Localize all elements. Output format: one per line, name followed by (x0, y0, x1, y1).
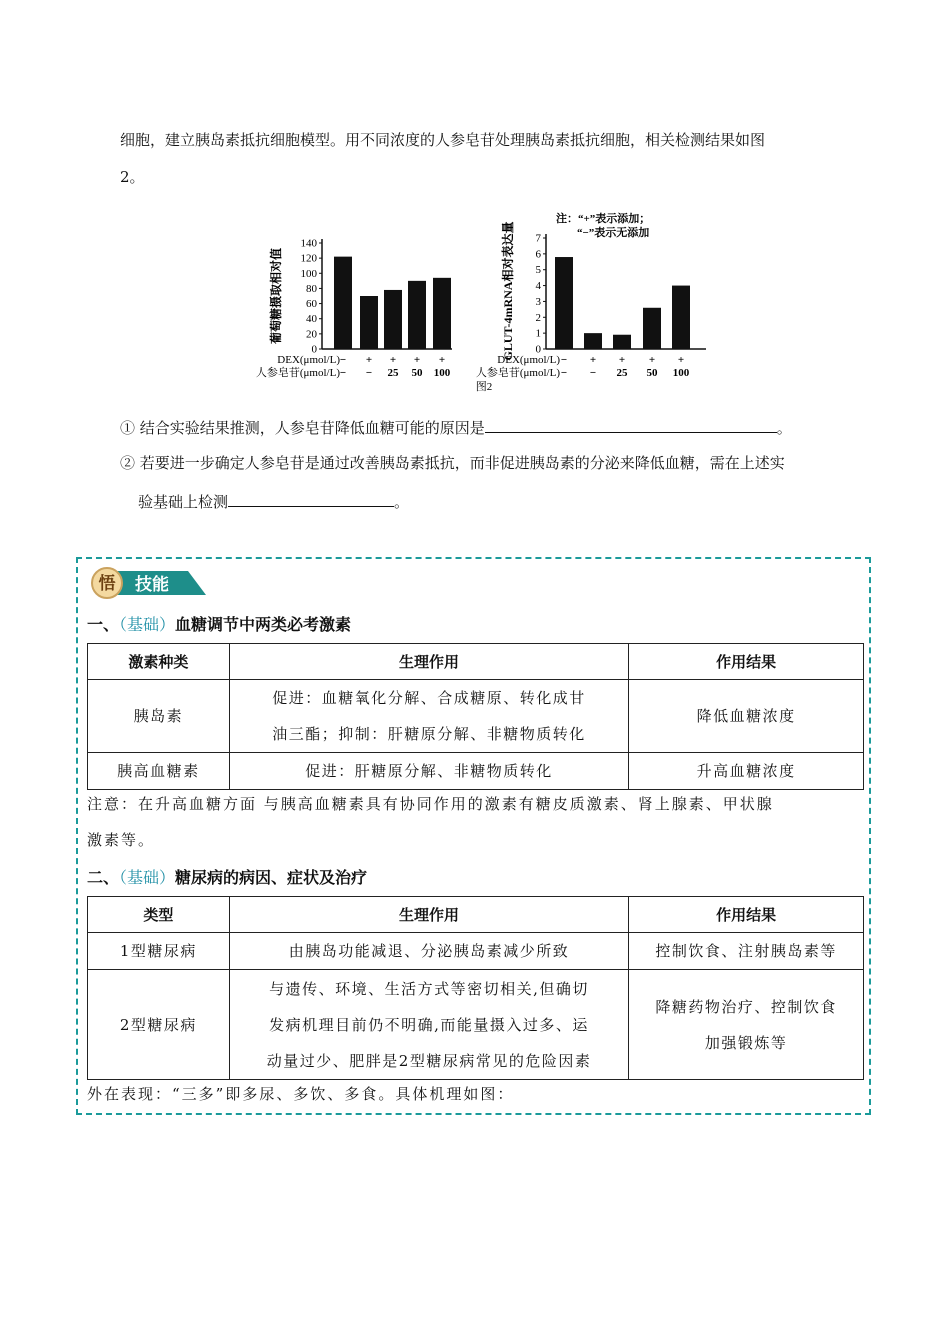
figure-label: 图2 (475, 381, 493, 393)
effect-line: 油三酯；抑制：肝糖原分解、非糖物质转化 (272, 725, 586, 743)
header-effect: 生理作用 (229, 897, 628, 933)
y-tick-label: 40 (306, 313, 317, 326)
diabetes-effect: 由胰岛功能减退、分泌胰岛素减少所致 (229, 933, 628, 970)
question-2-line-1: ② 若要进一步确定人参皂苷是通过改善胰岛素抵抗，而非促进胰岛素的分泌来降低血糖，需在上述实 (120, 454, 785, 472)
question-2-text: 验基础上检测 (138, 493, 229, 511)
section-1-title: 血糖调节中两类必考激素 (175, 615, 352, 634)
section-1-heading (87, 612, 351, 635)
diabetes-type: 1型糖尿病 (88, 933, 230, 970)
skill-badge (88, 566, 210, 600)
question-2-end: 。 (394, 493, 410, 511)
question-2-line-2 (138, 490, 409, 513)
table-header-row (88, 897, 864, 933)
chart-glucose-uptake (256, 238, 452, 380)
y-tick-label: 60 (306, 298, 317, 311)
badge-text: 技能 (135, 575, 169, 595)
row-label-ginseng: 人参皂苷(μmol/L) (475, 367, 560, 379)
y-axis-label: GLUT-4mRNA相对表达量 (501, 221, 515, 361)
hormone-table (87, 643, 864, 790)
note-line: 注意：在升高血糖方面 与胰高血糖素具有协同作用的激素有糖皮质激素、肾上腺素、甲状腺 (87, 795, 774, 813)
table-row (88, 753, 864, 790)
y-tick-label: 3 (535, 295, 541, 308)
answer-blank-1[interactable] (485, 416, 777, 433)
dex-row-label: + (438, 354, 446, 366)
diabetes-result: 控制饮食、注射胰岛素等 (629, 933, 864, 970)
ginseng-row-label: 100 (433, 367, 451, 379)
ginseng-row-label: 100 (672, 367, 690, 379)
dex-row-label: + (677, 354, 685, 366)
dex-row-label: + (413, 354, 421, 366)
question-1 (120, 416, 792, 439)
hormone-result: 降低血糖浓度 (629, 680, 864, 753)
y-tick-label: 7 (535, 232, 541, 245)
y-tick-label: 20 (306, 328, 317, 341)
ginseng-row-label: − (589, 367, 597, 379)
ginseng-row-label: 25 (616, 367, 628, 379)
header-type: 类型 (88, 897, 230, 933)
hormone-name: 胰高血糖素 (88, 753, 230, 790)
table-header-row (88, 644, 864, 680)
hormone-effect (229, 680, 628, 753)
answer-blank-2[interactable] (228, 490, 394, 507)
result-line: 加强锻炼等 (704, 1033, 788, 1052)
ginseng-row-label: 50 (411, 367, 423, 379)
section-2-number: 二、 (87, 868, 120, 887)
ginseng-row-label: − (560, 367, 568, 379)
chart-note-line: 注：“+”表示添加； (556, 213, 651, 225)
header-effect: 生理作用 (229, 644, 628, 680)
result-line: 降糖药物治疗、控制饮食 (655, 997, 837, 1016)
dex-row-label: − (560, 354, 568, 366)
effect-line: 动量过少、肥胖是2型糖尿病常见的危险因素 (266, 1051, 592, 1070)
table-row (88, 970, 864, 1080)
intro-line-2: 2。 (120, 168, 145, 186)
section-2-tag: （基础） (119, 868, 176, 887)
bar (672, 286, 690, 349)
ginseng-row-label: − (365, 367, 373, 379)
dex-row-label: − (339, 354, 347, 366)
y-tick-label: 5 (535, 264, 541, 277)
row-label-ginseng: 人参皂苷(μmol/L) (255, 367, 340, 379)
effect-line: 与遗传、环境、生活方式等密切相关,但确切 (269, 979, 589, 998)
section-2-heading (87, 865, 367, 888)
figure-2 (240, 196, 720, 398)
hormone-name: 胰岛素 (88, 680, 230, 753)
effect-line: 发病机理目前仍不明确,而能量摄入过多、运 (269, 1015, 589, 1034)
y-tick-label: 120 (300, 252, 317, 265)
badge-char: 悟 (98, 574, 116, 594)
bar (433, 278, 451, 349)
bar (584, 333, 602, 349)
y-tick-label: 1 (535, 327, 541, 340)
y-tick-label: 140 (300, 237, 317, 250)
question-1-end: 。 (776, 419, 792, 437)
y-tick-label: 6 (535, 248, 541, 261)
bar (408, 281, 426, 349)
hormone-result: 升高血糖浓度 (629, 753, 864, 790)
chart-note-line: “−”表示无添加 (577, 227, 650, 239)
effect-line: 促进：血糖氧化分解、合成糖原、转化成甘 (272, 689, 586, 707)
diabetes-table (87, 896, 864, 1080)
y-tick-label: 0 (535, 343, 541, 356)
diabetes-result (629, 970, 864, 1080)
y-tick-label: 100 (300, 267, 317, 280)
bar (555, 257, 573, 349)
section-1-tag: （基础） (119, 615, 176, 634)
section-1-note (87, 786, 774, 858)
dex-row-label: + (589, 354, 597, 366)
y-axis-label: 葡萄糖摄取相对值 (269, 247, 283, 345)
ginseng-row-label: 25 (387, 367, 399, 379)
bar (360, 296, 378, 349)
y-tick-label: 4 (535, 280, 541, 293)
header-result: 作用结果 (629, 897, 864, 933)
section-2-note: 外在表现：“三多”即多尿、多饮、多食。具体机理如图： (87, 1085, 515, 1103)
bar (643, 308, 661, 349)
row-label-dex: DEX(μmol/L) (497, 354, 560, 366)
diabetes-effect (229, 970, 628, 1080)
section-1-number: 一、 (87, 615, 120, 634)
bar (384, 290, 402, 349)
ginseng-row-label: − (339, 367, 347, 379)
bar (613, 335, 631, 349)
bar (334, 257, 352, 349)
table-row (88, 680, 864, 753)
section-2-title: 糖尿病的病因、症状及治疗 (175, 868, 368, 887)
row-label-dex: DEX(μmol/L) (277, 354, 340, 366)
note-line: 激素等。 (87, 831, 156, 849)
header-hormone-type: 激素种类 (88, 644, 230, 680)
y-tick-label: 80 (306, 282, 317, 295)
dex-row-label: + (618, 354, 626, 366)
y-tick-label: 2 (535, 311, 541, 324)
dex-row-label: + (365, 354, 373, 366)
table-row (88, 933, 864, 970)
chart-glut4-mrna (476, 211, 706, 379)
y-tick-label: 0 (311, 343, 317, 356)
intro-line-1: 细胞，建立胰岛素抵抗细胞模型。用不同浓度的人参皂苷处理胰岛素抵抗细胞，相关检测结果如图 (120, 131, 766, 149)
header-result: 作用结果 (629, 644, 864, 680)
dex-row-label: + (648, 354, 656, 366)
dex-row-label: + (389, 354, 397, 366)
question-1-text: ① 结合实验结果推测，人参皂苷降低血糖可能的原因是 (120, 419, 485, 437)
ginseng-row-label: 50 (646, 367, 658, 379)
diabetes-type: 2型糖尿病 (88, 970, 230, 1080)
hormone-effect: 促进：肝糖原分解、非糖物质转化 (229, 753, 628, 790)
